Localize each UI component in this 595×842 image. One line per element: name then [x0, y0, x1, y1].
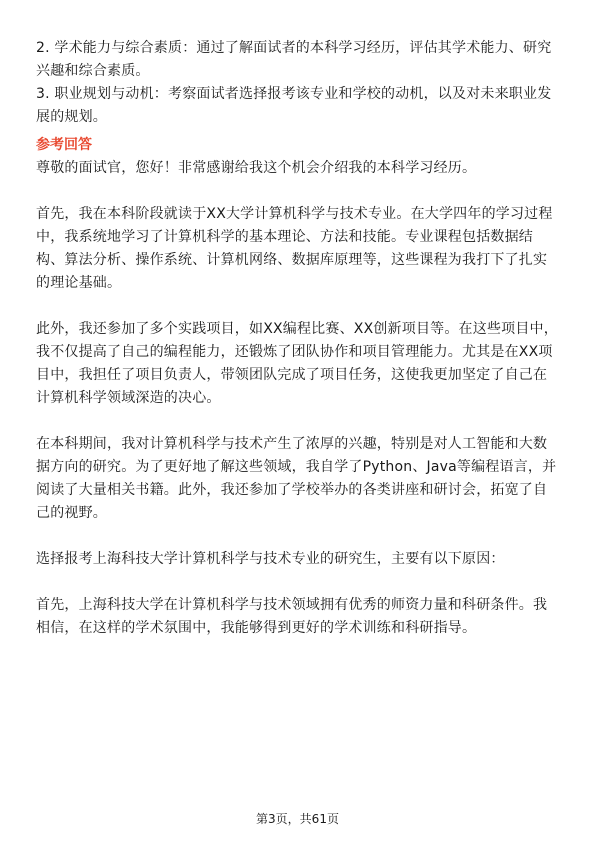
paragraph-undergrad-study: 首先，我在本科阶段就读于XX大学计算机科学与技术专业。在大学四年的学习过程中，我系统地学习了计算机科学的基本理论、方法和技能。专业课程包括数据结构、算法分析、操作系统、计算机网络、数据库原理等，这些课程为我打下了扎实的理论基础。 — [36, 206, 553, 291]
paragraph-projects: 此外，我还参加了多个实践项目，如XX编程比赛、XX创新项目等。在这些项目中，我不仅提高了自己的编程能力，还锻炼了团队协作和项目管理能力。尤其是在XX项目中，我担任了项目负责人，带领团队完成了项目任务，这使我更加坚定了自己在计算机科学领域深造的决心。 — [36, 321, 558, 406]
paragraph-spacer — [36, 410, 561, 433]
list-item-career-planning: 3. 职业规划与动机：考察面试者选择报考该专业和学校的动机，以及对未来职业发展的规划。 — [36, 86, 552, 125]
paragraph-reasons-intro: 选择报考上海科技大学计算机科学与技术专业的研究生，主要有以下原因： — [36, 551, 505, 567]
list-item-academic-ability: 2. 学术能力与综合素质：通过了解面试者的本科学习经历，评估其学术能力、研究兴趣和综合素质。 — [36, 40, 552, 79]
page-content — [36, 37, 561, 640]
paragraph-first-reason: 首先，上海科技大学在计算机科学与技术领域拥有优秀的师资力量和科研条件。我相信，在这样的学术氛围中，我能够得到更好的学术训练和科研指导。 — [36, 597, 548, 636]
paragraph-spacer — [36, 180, 561, 203]
page-number-footer: 第3页，共61页 — [256, 812, 339, 826]
paragraph-spacer — [36, 571, 561, 594]
paragraph-spacer — [36, 525, 561, 548]
paragraph-interests: 在本科期间，我对计算机科学与技术产生了浓厚的兴趣，特别是对人工智能和大数据方向的研究。为了更好地了解这些领域，我自学了Python、Java等编程语言，并阅读了大量相关书籍。此外，我还参加了学校举办的各类讲座和研讨会，拓宽了自己的视野。 — [36, 436, 557, 521]
answer-heading: 参考回答 — [36, 137, 92, 153]
paragraph-greeting: 尊敬的面试官，您好！非常感谢给我这个机会介绍我的本科学习经历。 — [36, 160, 477, 176]
paragraph-spacer — [36, 295, 561, 318]
